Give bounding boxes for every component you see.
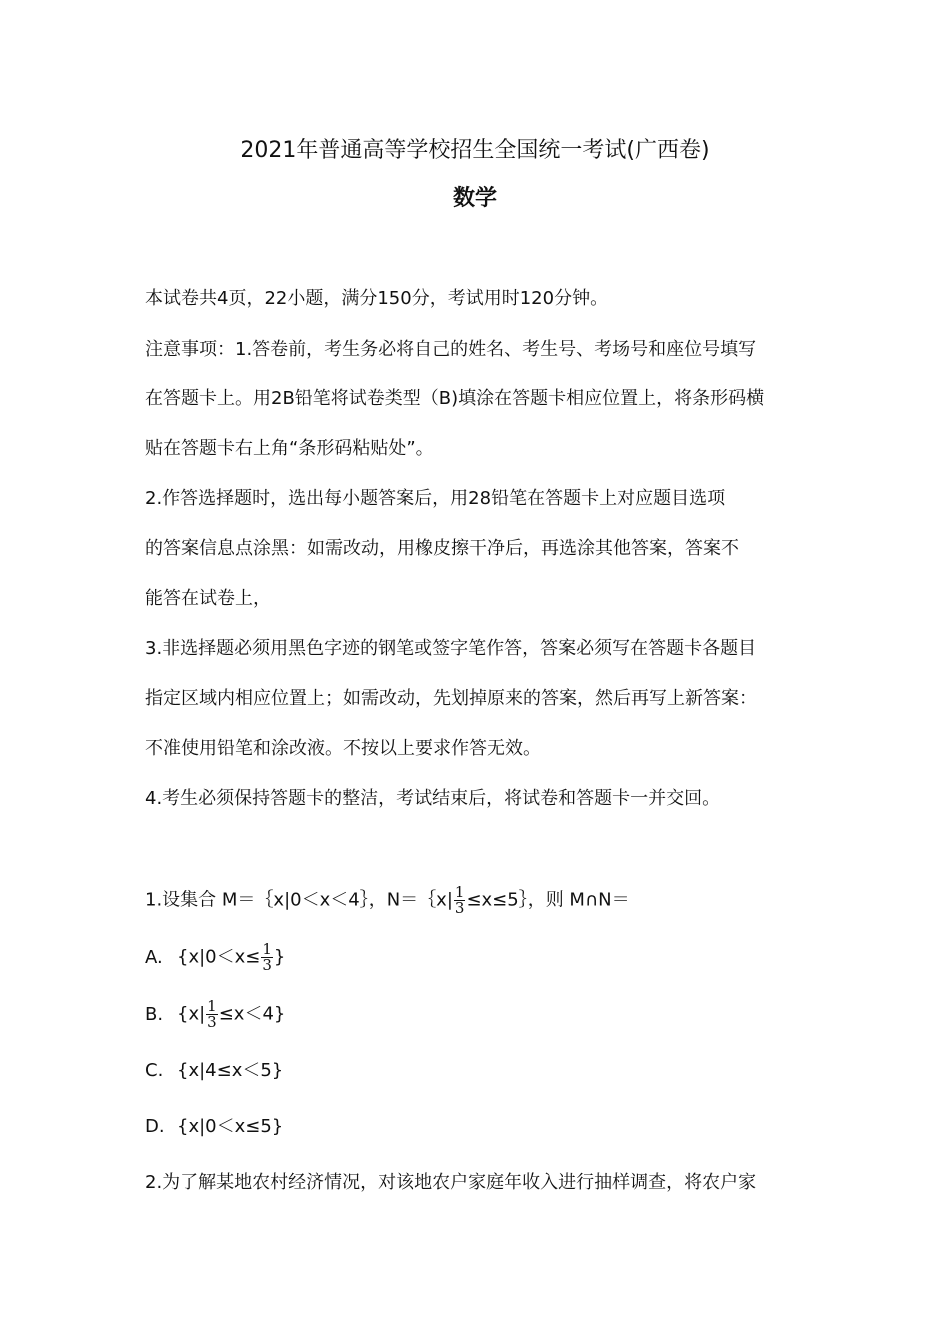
fraction — [454, 885, 466, 916]
option-text: {x|0＜x≤ — [177, 946, 261, 968]
note-line: 不准使用铅笔和涂改液。不按以上要求作答无效。 — [145, 738, 541, 759]
question-2-stem: 2.为了解某地农村经济情况，对该地农户家庭年收入进行抽样调查，将农户家 — [145, 1172, 757, 1193]
option-label: D. — [145, 1116, 165, 1137]
option-text: {x|0＜x≤5} — [177, 1116, 284, 1137]
option-text: ≤x＜4} — [218, 1003, 286, 1025]
page-title: 2021年普通高等学校招生全国统一考试(广西卷) — [240, 138, 710, 163]
intro-text: 本试卷共4页，22小题，满分150分，考试用时120分钟。 — [145, 288, 609, 309]
fraction-numerator: 1 — [454, 883, 465, 901]
q1-stem-part-a: 1.设集合 M＝｛x|0＜x＜4｝，N＝｛x| — [145, 889, 453, 911]
option-text: {x| — [177, 1003, 206, 1025]
note-line: 4.考生必须保持答题卡的整洁，考试结束后，将试卷和答题卡一并交回。 — [145, 788, 721, 809]
note-line: 指定区域内相应位置上；如需改动，先划掉原来的答案，然后再写上新答案： — [145, 688, 757, 709]
option-text: {x|4≤x＜5} — [177, 1060, 284, 1081]
option-text: } — [273, 946, 286, 968]
note-line: 能答在试卷上， — [145, 588, 271, 609]
fraction — [206, 999, 218, 1030]
note-line: 3.非选择题必须用黑色字迹的钢笔或签字笔作答，答案必须写在答题卡各题目 — [145, 638, 757, 659]
fraction-numerator: 1 — [207, 997, 217, 1015]
fraction-numerator: 1 — [262, 940, 272, 958]
question-1-stem — [145, 885, 630, 916]
fraction-denominator: 3 — [262, 956, 272, 974]
option-a — [145, 942, 285, 973]
option-label: C. — [145, 1060, 164, 1081]
note-line: 贴在答题卡右上角“条形码粘贴处”。 — [145, 438, 434, 459]
note-line: 在答题卡上。用2B铅笔将试卷类型（B)填涂在答题卡相应位置上，将条形码横 — [145, 388, 765, 409]
option-label: A. — [145, 946, 163, 968]
option-d — [145, 1114, 283, 1140]
fraction-denominator: 3 — [454, 899, 465, 917]
option-label: B. — [145, 1003, 164, 1025]
note-line: 的答案信息点涂黑：如需改动，用橡皮擦干净后，再选涂其他答案，答案不 — [145, 538, 739, 559]
fraction-denominator: 3 — [207, 1013, 217, 1031]
note-line: 注意事项：1.答卷前，考生务必将自己的姓名、考生号、考场号和座位号填写 — [145, 339, 757, 360]
option-b — [145, 999, 285, 1030]
page-subtitle: 数学 — [452, 186, 497, 211]
q1-stem-part-b: ≤x≤5｝，则 M∩N＝ — [466, 889, 630, 911]
fraction — [261, 942, 273, 973]
option-c — [145, 1058, 283, 1084]
note-line: 2.作答选择题时，选出每小题答案后，用28铅笔在答题卡上对应题目选项 — [145, 488, 726, 509]
